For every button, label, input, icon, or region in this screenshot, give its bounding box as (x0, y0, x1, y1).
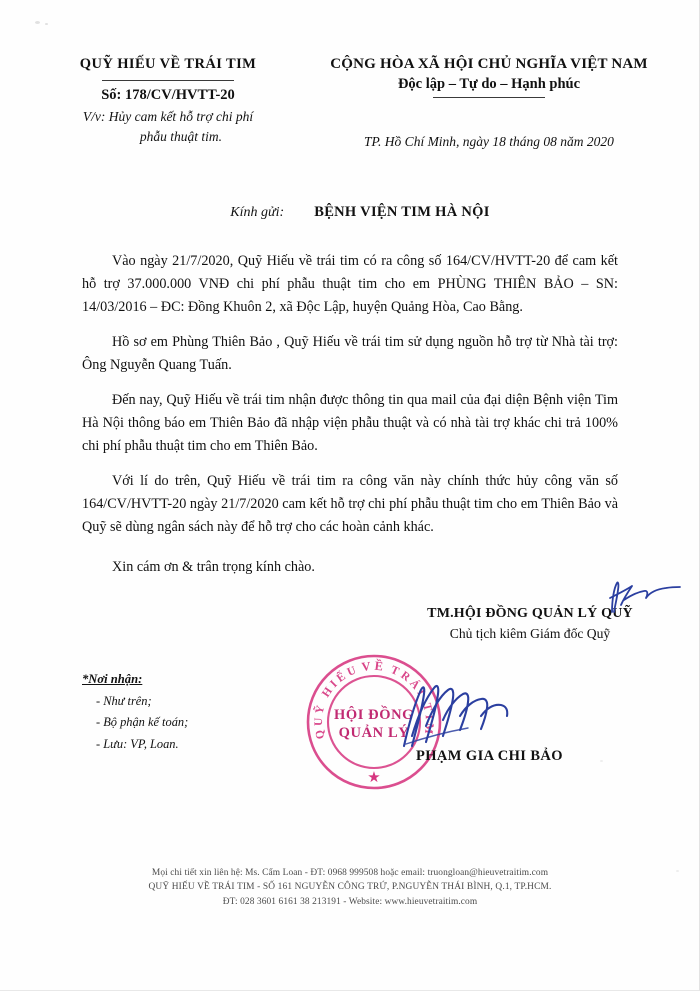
footer-contact-line: Mọi chi tiết xin liên hệ: Ms. Cẩm Loan - ĐT: 0968 999508 hoặc email: truongloan@hieuvetraitim.com (151, 868, 549, 878)
svg-text:VỀ: VỀ (360, 658, 388, 675)
body-paragraph: Hồ sơ em Phùng Thiên Bảo , Quỹ Hiếu về trái tim sử dụng nguồn hỗ trợ từ Nhà tài trợ: Ông Nguyễn Quang Tuấn. (82, 334, 618, 373)
header-divider-right (433, 97, 545, 98)
list-item: - Như trên; (96, 694, 152, 708)
header-divider-left (102, 80, 234, 81)
organization-name: QUỸ HIẾU VỀ TRÁI TIM (79, 56, 257, 72)
signature-block (390, 606, 670, 642)
scan-speckle (35, 21, 40, 24)
recipient-name: BỆNH VIỆN TIM HÀ NỘI (314, 204, 490, 220)
document-subject (36, 107, 300, 146)
list-item: - Bộ phận kế toán; (96, 715, 189, 730)
signer-name: PHẠM GIA CHI BẢO (416, 748, 563, 764)
signature-title: TM.HỘI ĐỒNG QUẢN LÝ QUỸ (427, 606, 633, 621)
document-body (82, 250, 618, 591)
footer-address-line: QUỸ HIẾU VỀ TRÁI TIM - SỐ 161 NGUYỄN CÔNG TRỨ, P.NGUYỄN THÁI BÌNH, Q.1, TP.HCM. (148, 882, 552, 893)
distribution-list-items (82, 691, 302, 755)
svg-text:HỘI ĐỒNG: HỘI ĐỒNG (333, 707, 415, 723)
recipient-line (0, 203, 700, 221)
list-item: - Lưu: VP, Loan. (96, 736, 179, 751)
body-paragraph: Đến nay, Quỹ Hiếu về trái tim nhận được thông tin qua mail của đại diện Bệnh viện Tim Hà Nội thông báo em Thiên Bảo đã nhập viện phẫu thuật và có nhà tài trợ khác chi trả 100% chi phí phẫu thuật tim cho em Thiên Bảo. (82, 392, 618, 454)
svg-text:★: ★ (367, 770, 381, 786)
document-subject-line1: V/v: Hủy cam kết hỗ trợ chi phí (82, 109, 254, 125)
national-motto: Độc lập – Tự do – Hạnh phúc (397, 76, 581, 92)
footer-phone-website-line: ĐT: 028 3601 6161 38 213191 - Website: www.hieuvetraitim.com (222, 896, 478, 907)
body-paragraph: Vào ngày 21/7/2020, Quỹ Hiếu về trái tim có ra công số 164/CV/HVTT-20 để cam kết hỗ trợ 37.000.000 VNĐ chi phí phẫu thuật tim cho em PHÙNG THIÊN BẢO – SN: 14/03/2016 – ĐC: Đồng Khuôn 2, xã Độc Lập, huyện Quảng Hòa, Cao Bằng. (82, 253, 618, 315)
header-left-block (0, 56, 300, 147)
svg-text:TRÁI TIM: TRÁI TIM (388, 664, 436, 738)
document-subject-line2: phẫu thuật tim. (139, 128, 223, 144)
header-right-block (300, 56, 700, 150)
closing-line: Xin cám ơn & trân trọng kính chào. (112, 559, 315, 575)
document-header (0, 56, 700, 150)
distribution-list-title: *Nơi nhận: (82, 672, 143, 686)
svg-text:QUẢN LÝ: QUẢN LÝ (338, 725, 410, 741)
distribution-list (82, 672, 302, 755)
svg-text:QUỸ HIẾU: QUỸ HIẾU (312, 663, 361, 740)
scan-speckle (600, 760, 603, 762)
signature-role: Chủ tịch kiêm Giám đốc Quỹ (449, 626, 611, 641)
document-number: Số: 178/CV/HVTT-20 (101, 87, 235, 104)
handwritten-signature-icon (398, 676, 518, 754)
recipient-label: Kính gửi: (230, 205, 285, 220)
document-footer (0, 866, 700, 909)
body-paragraph: Với lí do trên, Quỹ Hiếu về trái tim ra công văn này chính thức hủy công văn số 164/CV/HVTT-20 ngày 21/7/2020 cam kết hỗ trợ chi phí phẫu thuật tim cho em Thiên Bảo và Quỹ sẽ dùng ngân sách này để hỗ trợ cho các hoàn cảnh khác. (82, 473, 618, 535)
scan-speckle (45, 23, 48, 25)
national-title: CỘNG HÒA XÃ HỘI CHỦ NGHĨA VIỆT NAM (330, 56, 648, 72)
official-seal-icon (298, 646, 450, 798)
place-and-date: TP. Hồ Chí Minh, ngày 18 tháng 08 năm 2020 (364, 134, 614, 150)
